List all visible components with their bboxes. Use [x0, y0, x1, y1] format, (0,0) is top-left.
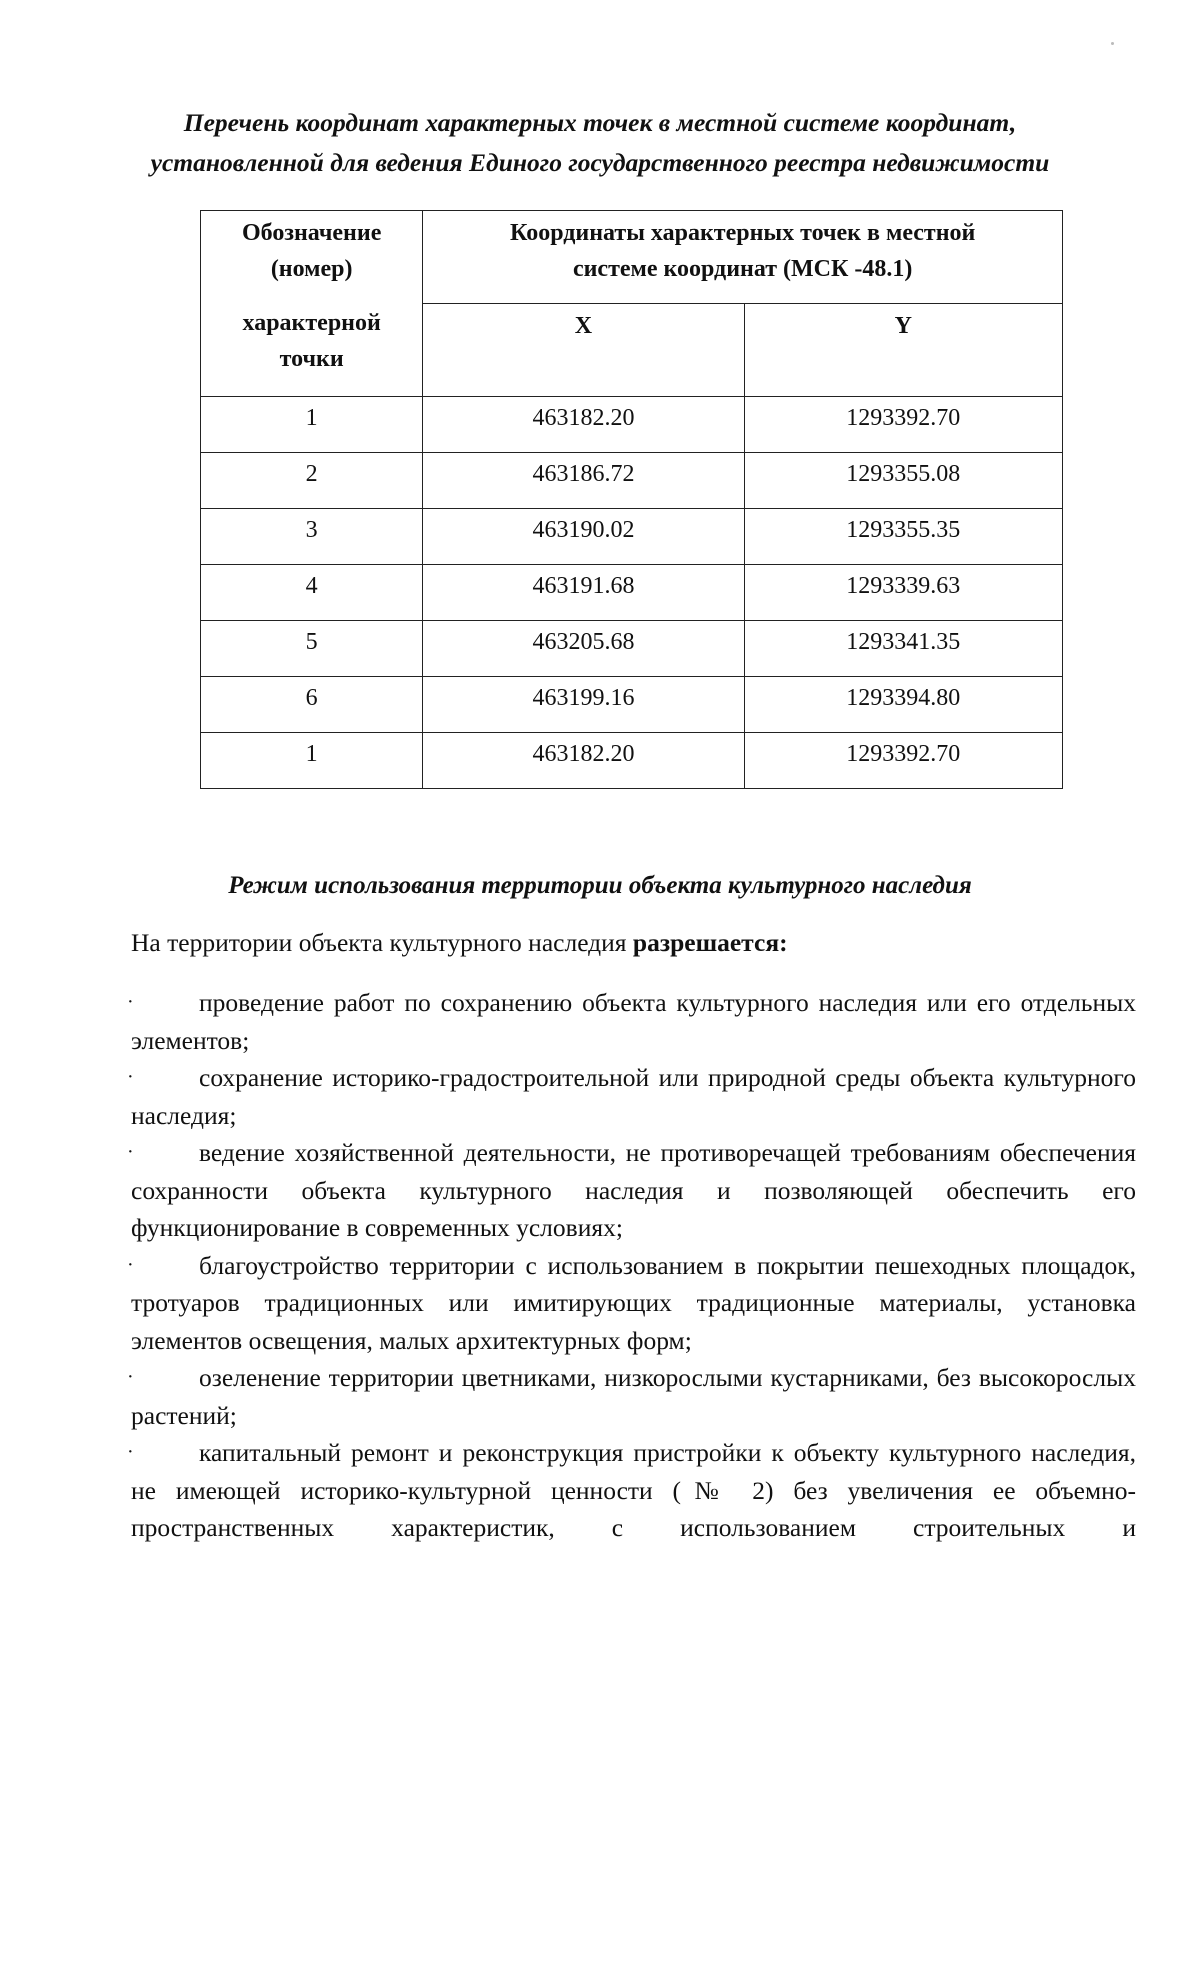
list-item-text: озеленение территории цветниками, низкорослыми кустарниками, без высокорослых растений;	[131, 1363, 1136, 1430]
cell-y: 1293339.63	[744, 565, 1062, 621]
cell-point: 5	[201, 621, 423, 677]
bullet: ·	[127, 1066, 134, 1088]
header-coordinates	[423, 211, 1063, 304]
bullet: ·	[127, 1441, 134, 1463]
table-row	[201, 453, 1063, 509]
cell-x: 463191.68	[423, 565, 744, 621]
list-item	[127, 1359, 1136, 1434]
header-coords-line-1: Координаты характерных точек в местной	[509, 220, 976, 246]
header-x-label: X	[574, 313, 593, 339]
cell-x: 463190.02	[423, 509, 744, 565]
document-title-line-1: Перечень координат характерных точек в местной системе координат,	[183, 108, 1017, 137]
intro-text: На территории объекта культурного наследия	[131, 928, 633, 957]
header-point-line-4: точки	[279, 346, 344, 372]
intro-paragraph	[131, 925, 788, 961]
list-item	[127, 984, 1136, 1059]
cell-x: 463182.20	[423, 397, 744, 453]
list-item	[127, 1134, 1136, 1247]
bullet: ·	[127, 1366, 134, 1388]
cell-point: 3	[201, 509, 423, 565]
cell-x: 463186.72	[423, 453, 744, 509]
cell-point: 1	[201, 733, 423, 789]
cell-x: 463182.20	[423, 733, 744, 789]
header-point-line-2: (номер)	[270, 256, 353, 282]
coordinates-table	[200, 210, 1063, 789]
bullet: ·	[127, 1141, 134, 1163]
cell-point: 6	[201, 677, 423, 733]
cell-point: 2	[201, 453, 423, 509]
bullet: ·	[127, 991, 134, 1013]
list-item-text: сохранение историко-градостроительной или природной среды объекта культурного наследия;	[131, 1063, 1136, 1130]
cell-point: 4	[201, 565, 423, 621]
cell-x: 463199.16	[423, 677, 744, 733]
cell-x: 463205.68	[423, 621, 744, 677]
table-row	[201, 621, 1063, 677]
list-item-text: проведение работ по сохранению объекта культурного наследия или его отдельных элементов;	[131, 988, 1136, 1055]
list-item	[127, 1434, 1136, 1547]
scan-speck	[1111, 42, 1114, 45]
cell-y: 1293394.80	[744, 677, 1062, 733]
cell-y: 1293392.70	[744, 397, 1062, 453]
header-point-number	[201, 211, 423, 397]
cell-y: 1293392.70	[744, 733, 1062, 789]
table-row	[201, 733, 1063, 789]
list-item	[127, 1059, 1136, 1134]
cell-y: 1293355.08	[744, 453, 1062, 509]
header-y-label: Y	[894, 313, 912, 339]
header-point-line-3: характерной	[242, 310, 381, 336]
bullet: ·	[127, 1253, 134, 1276]
cell-y: 1293341.35	[744, 621, 1062, 677]
header-point-line-1: Обозначение	[241, 220, 382, 246]
document-title	[0, 103, 1200, 183]
header-y	[744, 304, 1062, 397]
intro-bold: разрешается:	[632, 928, 788, 957]
table-row	[201, 397, 1063, 453]
table-row	[201, 565, 1063, 621]
header-coords-line-2: системе координат (МСК -48.1)	[572, 256, 913, 282]
permitted-activities-list	[127, 984, 1136, 1547]
list-item-text: ведение хозяйственной деятельности, не противоречащей требованиям обеспечения сохранности объекта культурного наследия и позволяющей обеспечить его функционирование в современных условиях;	[131, 1138, 1136, 1242]
header-x	[423, 304, 744, 397]
document-title-line-2: установленной для ведения Единого государственного реестра недвижимости	[150, 148, 1050, 177]
table-row	[201, 509, 1063, 565]
list-item	[127, 1247, 1136, 1360]
cell-y: 1293355.35	[744, 509, 1062, 565]
section-title: Режим использования территории объекта культурного наследия	[228, 872, 972, 899]
table-row	[201, 677, 1063, 733]
list-item-text: благоустройство территории с использованием в покрытии пешеходных площадок, тротуаров традиционных или имитирующих традиционные материалы, установка элементов освещения, малых архитектурных форм;	[131, 1250, 1136, 1355]
cell-point: 1	[201, 397, 423, 453]
list-item-text: капитальный ремонт и реконструкция пристройки к объекту культурного наследия, не имеющей историко-культурной ценности (№ 2) без увеличения ее объемно-пространственных характеристик, с использованием строительных и	[131, 1438, 1136, 1542]
